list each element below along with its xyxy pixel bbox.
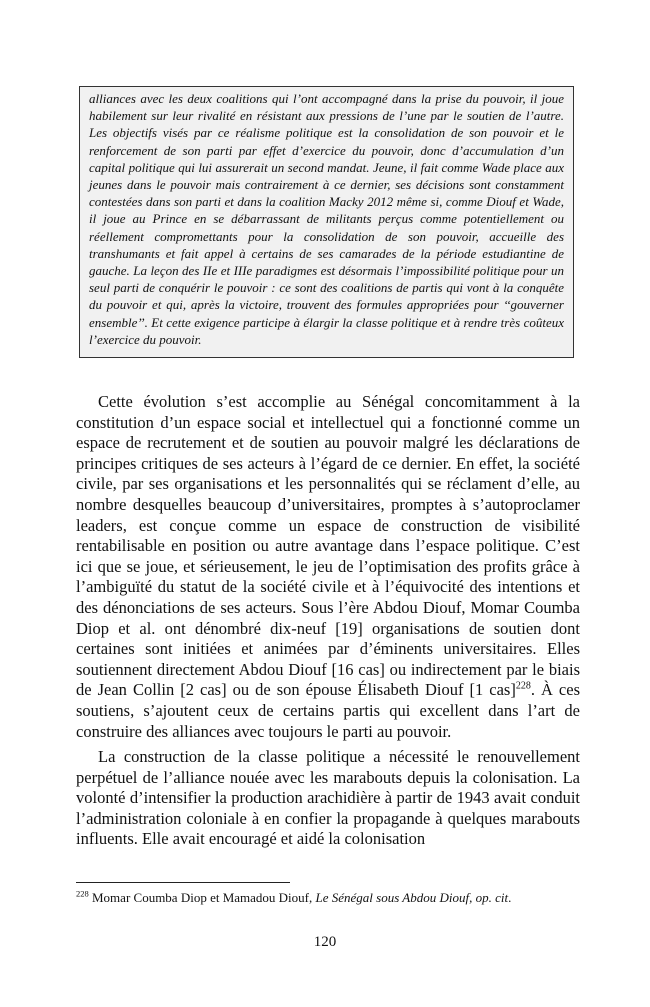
footnote-text: Momar Coumba Diop et Mamadou Diouf, [92,890,316,905]
footnote-reference-228[interactable]: 228 [515,680,531,692]
paragraph-1 [76,392,580,742]
page-number: 120 [313,934,337,950]
footnote-end: . [508,890,512,905]
main-text [76,392,580,855]
footnote-op-cit: op. cit [475,890,509,905]
footnote-228 [76,890,580,906]
boxed-excerpt [79,86,574,358]
paragraph-2: La construction de la classe politique a nécessité le renouvellement perpétuel de l’alliance nouée avec les marabouts depuis la colonisation. La volonté d’intensifier la production arachidière à partir de 1943 avait conduit l’administration coloniale à en confier la propagande à quelques marabouts influents. Elle avait encouragé et aidé la colonisation [76,747,580,849]
footnote-book-title: Le Sénégal sous Abdou Diouf [315,890,470,905]
footnote-separator [76,882,290,883]
footnote-number: 228 [76,888,89,899]
paragraph-1-text-end: . À ces soutiens, s’ajoutent ceux de certains partis qui excellent dans l’art de construire des alliances avec toujours le parti au pouvoir. [76,680,580,741]
paragraph-1-text: Cette évolution s’est accomplie au Sénégal concomitamment à la constitution d’un espace social et intellectuel qui a fonctionné comme un espace de recrutement et de soutien au pouvoir malgré les déclarations de principes critiques de ses acteurs à l’égard de ce dernier. En effet, la société civile, par ses organisations et les personnalités qui se réclament d’elle, au nombre desquelles beaucoup d’universitaires, promptes à s’autoproclamer leaders, est conçue comme un espace de construction de visibilité rentabilisable en position ou autre avantage dans l’espace politique. C’est ici que se joue, et sérieusement, le jeu de l’optimisation des profits grâce à l’ambiguïté du statut de la société civile et à l’équivocité des intentions et des dénonciations de ses acteurs. Sous l’ère Abdou Diouf, Momar Coumba Diop et al. ont dénombré dix-neuf [19] organisations de soutien dont certaines sont initiées et animées par d’éminents universitaires. Elles soutiennent directement Abdou Diouf [16 cas] ou indirectement par le biais de Jean Collin [2 cas] ou de son épouse Élisabeth Diouf [1 cas] [76,392,580,700]
boxed-excerpt-text: alliances avec les deux coalitions qui l’ont accompagné dans la prise du pouvoir, il joue habilement sur leur rivalité en résistant aux pressions de l’une par le soutien de l’autre. Les objectifs visés par ce réalisme politique est la consolidation de son pouvoir et le renforcement de son parti par effet d’exercice du pouvoir, donc d’accumulation d’un capital politique qui lui assurerait un second mandat. Jeune, il fait comme Wade place aux jeunes dans le pouvoir mais contrairement à ce dernier, ses décisions sont constamment contestées dans son parti et dans la coalition Macky 2012 même si, comme Diouf et Wade, il joue au Prince en se débarrassant de militants perçus comme potentiellement ou réellement compromettants pour la consolidation de son pouvoir, accueille des transhumants et fait appel à certains de ses camarades de la période estudiantine de gauche. La leçon des IIe et IIIe paradigmes est désormais l’impossibilité politique pour un seul parti de conquérir le pouvoir : ce sont des coalitions de partis qui vont à la conquête du pouvoir et qui, après la victoire, trouvent des formules appropriées pour ‘‘gouverner ensemble’’. Et cette exigence participe à élargir la classe politique et à rendre très coûteux l’exercice du pouvoir. [89,91,564,347]
footnote-separator-text: , [469,890,476,905]
